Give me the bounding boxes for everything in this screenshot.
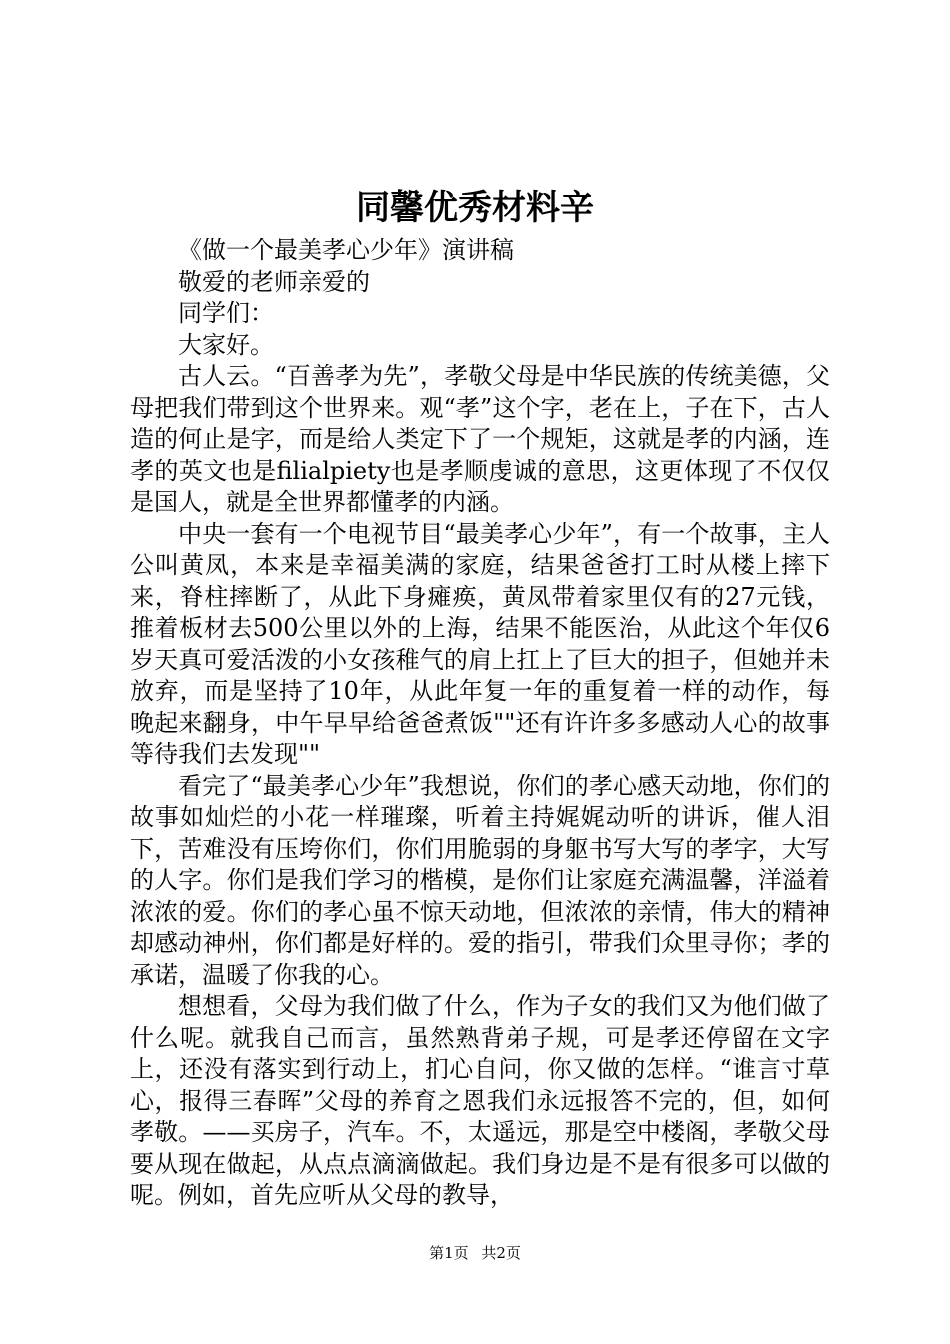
paragraph-reflection: 看完了“最美孝心少年”我想说，你们的孝心感天动地，你们的故事如灿烂的小花一样璀璨，听着主持娓娓动听的讲诉，催人泪下，苦难没有压垮你们，你们用脆弱的身躯书写大写的孝字，大写的人字。你们是我们学习的楷模，是你们让家庭充满温馨，洋溢着浓浓的爱。你们的孝心虽不惊天动地，但浓浓的亲情，伟大的精神却感动神州，你们都是好样的。爱的指引，带我们众里寻你；孝的承诺，温暖了你我的心。 — [130, 771, 830, 989]
paragraph-filial-piety-meaning: 古人云。“百善孝为先”，孝敬父母是中华民族的传统美德，父母把我们带到这个世界来。观“孝”这个字，老在上，子在下，古人造的何止是字，而是给人类定下了一个规矩，这就是孝的内涵，连孝的英文也是filialpiety也是孝顺虔诚的意思，这更体现了不仅仅是国人，就是全世界都懂孝的内涵。 — [130, 362, 830, 516]
paragraph-speech-title: 《做一个最美孝心少年》演讲稿 — [178, 236, 514, 264]
page-number-total: 共2页 — [481, 1244, 521, 1262]
document-body — [130, 235, 830, 1212]
paragraph-self-examination: 想想看，父母为我们做了什么，作为子女的我们又为他们做了什么呢。就我自己而言，虽然熟背弟子规，可是孝还停留在文字上，还没有落实到行动上，扪心自问，你又做的怎样。“谁言寸草心，报得三春晖”父母的养育之恩我们永远报答不完的，但，如何孝敬。——买房子，汽车。不，太遥远，那是空中楼阁，孝敬父母要从现在做起，从点点滴滴做起。我们身边是不是有很多可以做的呢。例如，首先应听从父母的教导， — [130, 992, 830, 1209]
paragraph-salutation-students: 同学们： — [178, 299, 274, 327]
paragraph-huang-feng-story: 中央一套有一个电视节目“最美孝心少年”，有一个故事，主人公叫黄凤，本来是幸福美满的家庭，结果爸爸打工时从楼上摔下来，脊柱摔断了，从此下身瘫痪，黄凤带着家里仅有的27元钱，推着板材去500公里以外的上海，结果不能医治，从此这个年仅6岁天真可爱活泼的小女孩稚气的肩上扛上了巨大的担子，但她并未放弃，而是坚持了10年，从此年复一年的重复着一样的动作，每晚起来翻身，中午早早给爸爸煮饭""还有许许多多感动人心的故事等待我们去发现"" — [130, 519, 830, 768]
page-number-current: 第1页 — [429, 1244, 469, 1262]
document-title: 同馨优秀材料辛 — [356, 188, 594, 228]
paragraph-salutation-teachers: 敬爱的老师亲爱的 — [178, 267, 370, 296]
page-footer — [0, 1242, 950, 1264]
paragraph-greeting: 大家好。 — [178, 330, 274, 359]
